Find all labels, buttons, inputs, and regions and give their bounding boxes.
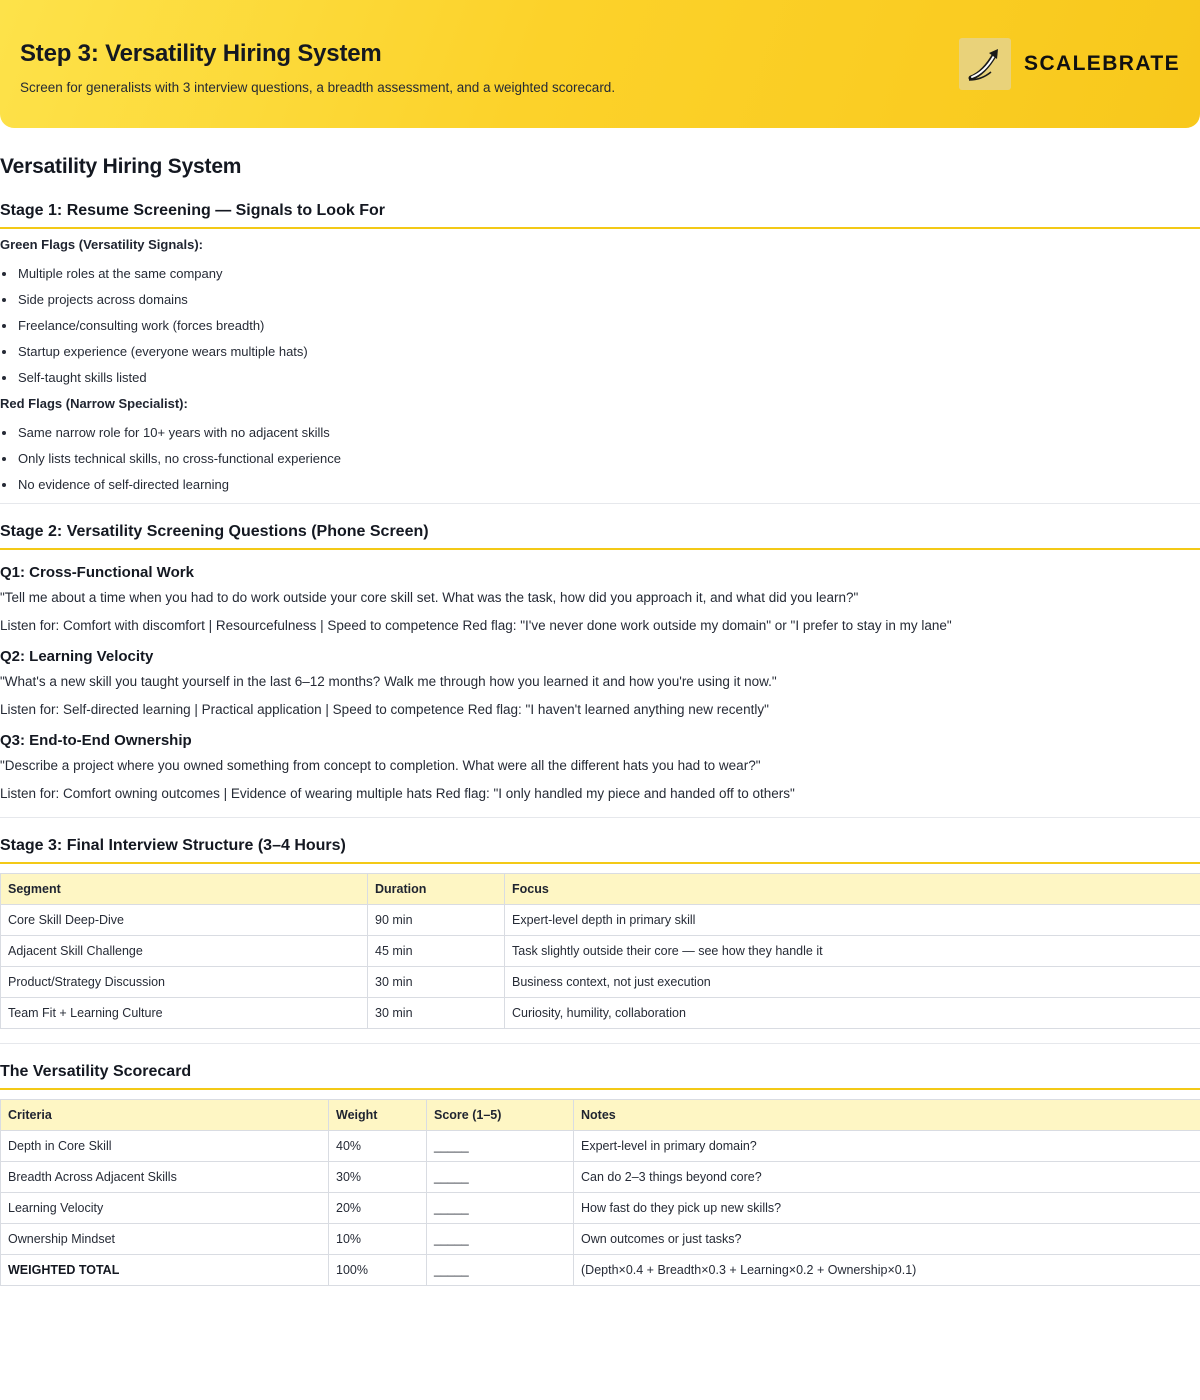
- table-cell: Business context, not just execution: [505, 967, 1200, 998]
- table-row: [1, 905, 1200, 936]
- question-quote: "Describe a project where you owned something from concept to completion. What were all the different hats you had to wear?": [0, 758, 761, 773]
- table-cell: 30 min: [368, 998, 505, 1029]
- table-cell: Expert-level in primary domain?: [574, 1131, 1200, 1162]
- score-blank: _____: [427, 1131, 574, 1162]
- table-cell: Curiosity, humility, collaboration: [505, 998, 1200, 1029]
- column-header: Duration: [368, 874, 505, 905]
- column-header: Notes: [574, 1100, 1200, 1131]
- table-cell: Can do 2–3 things beyond core?: [574, 1162, 1200, 1193]
- table-cell: 20%: [329, 1193, 427, 1224]
- question-listen-for: Listen for: Comfort owning outcomes | Evidence of wearing multiple hats Red flag: "I only handled my piece and handed off to others": [0, 786, 795, 801]
- column-header: Segment: [1, 874, 368, 905]
- list-item: Startup experience (everyone wears multiple hats): [0, 344, 1200, 370]
- red-flags-list: [0, 425, 1200, 503]
- rising-arrow-swoosh-icon: [959, 38, 1011, 90]
- table-cell: Team Fit + Learning Culture: [1, 998, 368, 1029]
- table-cell: 45 min: [368, 936, 505, 967]
- table-cell: 10%: [329, 1224, 427, 1255]
- question-listen-for: Listen for: Self-directed learning | Practical application | Speed to competence Red flag: "I haven't learned anything new recently": [0, 702, 769, 717]
- score-blank: _____: [427, 1255, 574, 1286]
- table-cell: Task slightly outside their core — see how they handle it: [505, 936, 1200, 967]
- table-cell: 40%: [329, 1131, 427, 1162]
- list-item: Self-taught skills listed: [0, 370, 1200, 396]
- table-cell: Learning Velocity: [1, 1193, 329, 1224]
- question-title: Q2: Learning Velocity: [0, 648, 154, 665]
- green-flags-list: [0, 266, 1200, 396]
- table-cell: 30%: [329, 1162, 427, 1193]
- brand: [959, 38, 1180, 90]
- weighted-total-row: [1, 1255, 1200, 1286]
- stage2-title: Stage 2: Versatility Screening Questions (Phone Screen): [0, 523, 1200, 550]
- stage1-title: Stage 1: Resume Screening — Signals to Look For: [0, 202, 1200, 229]
- green-flags-label: Green Flags (Versatility Signals):: [0, 237, 204, 252]
- red-flags-label: Red Flags (Narrow Specialist):: [0, 396, 188, 411]
- table-cell: 30 min: [368, 967, 505, 998]
- column-header: Criteria: [1, 1100, 329, 1131]
- question-listen-for: Listen for: Comfort with discomfort | Resourcefulness | Speed to competence Red flag: "I've never done work outside my domain" or "I prefer to stay in my lane": [0, 618, 952, 633]
- document-body: [0, 155, 1200, 1286]
- page-subtitle: Screen for generalists with 3 interview questions, a breadth assessment, and a weighted scorecard.: [20, 80, 616, 95]
- column-header: Weight: [329, 1100, 427, 1131]
- list-item: No evidence of self-directed learning: [0, 477, 1200, 503]
- column-header: Focus: [505, 874, 1200, 905]
- table-row: [1, 1193, 1200, 1224]
- table-row: [1, 1224, 1200, 1255]
- brand-name: SCALEBRATE: [1024, 52, 1180, 75]
- list-item: Side projects across domains: [0, 292, 1200, 318]
- table-cell: Product/Strategy Discussion: [1, 967, 368, 998]
- table-row: [1, 1162, 1200, 1193]
- column-header: Score (1–5): [427, 1100, 574, 1131]
- list-item: Only lists technical skills, no cross-functional experience: [0, 451, 1200, 477]
- stage3-title: Stage 3: Final Interview Structure (3–4 Hours): [0, 837, 1200, 864]
- scorecard-table: [0, 1099, 1200, 1286]
- question-title: Q1: Cross-Functional Work: [0, 564, 194, 581]
- table-cell: Expert-level depth in primary skill: [505, 905, 1200, 936]
- table-cell: WEIGHTED TOTAL: [1, 1255, 329, 1286]
- table-row: [1, 967, 1200, 998]
- table-row: [1, 936, 1200, 967]
- list-item: Same narrow role for 10+ years with no adjacent skills: [0, 425, 1200, 451]
- table-cell: How fast do they pick up new skills?: [574, 1193, 1200, 1224]
- list-item: Freelance/consulting work (forces breadth): [0, 318, 1200, 344]
- table-cell: Depth in Core Skill: [1, 1131, 329, 1162]
- table-cell: Adjacent Skill Challenge: [1, 936, 368, 967]
- question-quote: "What's a new skill you taught yourself in the last 6–12 months? Walk me through how you learned it and how you're using it now.": [0, 674, 777, 689]
- list-item: Multiple roles at the same company: [0, 266, 1200, 292]
- interview-structure-table: [0, 873, 1200, 1029]
- document-title: Versatility Hiring System: [0, 155, 242, 178]
- question-quote: "Tell me about a time when you had to do work outside your core skill set. What was the task, how did you approach it, and what did you learn?": [0, 590, 859, 605]
- score-blank: _____: [427, 1193, 574, 1224]
- table-cell: 90 min: [368, 905, 505, 936]
- scorecard-title: The Versatility Scorecard: [0, 1063, 1200, 1090]
- table-cell: Breadth Across Adjacent Skills: [1, 1162, 329, 1193]
- page-header: [0, 0, 1200, 128]
- section-divider: [0, 817, 1200, 818]
- table-header-row: [1, 874, 1200, 905]
- table-cell: Core Skill Deep-Dive: [1, 905, 368, 936]
- question-title: Q3: End-to-End Ownership: [0, 732, 192, 749]
- table-cell: (Depth×0.4 + Breadth×0.3 + Learning×0.2 + Ownership×0.1): [574, 1255, 1200, 1286]
- score-blank: _____: [427, 1224, 574, 1255]
- page-title: Step 3: Versatility Hiring System: [20, 40, 382, 67]
- table-cell: Ownership Mindset: [1, 1224, 329, 1255]
- table-header-row: [1, 1100, 1200, 1131]
- table-cell: 100%: [329, 1255, 427, 1286]
- table-row: [1, 1131, 1200, 1162]
- score-blank: _____: [427, 1162, 574, 1193]
- section-divider: [0, 1043, 1200, 1044]
- section-divider: [0, 503, 1200, 504]
- table-row: [1, 998, 1200, 1029]
- table-cell: Own outcomes or just tasks?: [574, 1224, 1200, 1255]
